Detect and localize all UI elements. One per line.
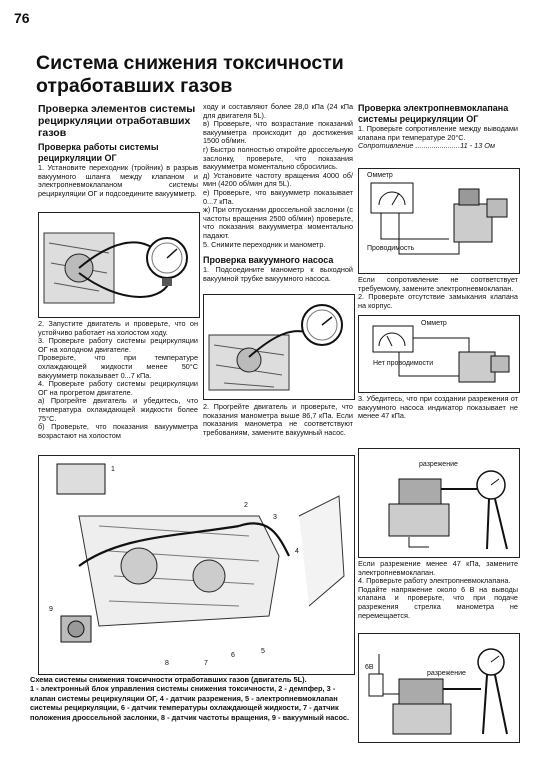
- label-ohmmeter-1: Омметр: [367, 172, 393, 179]
- label-ohmmeter-2: Омметр: [421, 320, 447, 327]
- callout-1: 1: [111, 466, 115, 473]
- figure-egr-system-schema: [38, 455, 355, 675]
- text-valve-step1: 1. Проверьте сопротивление между выводами клапана при температуре 20°С.: [358, 124, 518, 142]
- label-no-continuity: Нет проводимости: [373, 360, 434, 367]
- figure-vacuum-pump-gauge: [203, 294, 355, 400]
- text-valve-step2: Если сопротивление не соответствует требуемому, замените электропневмоклапан. 2. Проверьте отсутствие замыкания клапана на корпус.: [358, 275, 518, 310]
- text-egr-steps-cont: ходу и составляют более 28,0 кПа (24 кПа для двигателя 5L). в) Проверьте, что возрастание показаний вакуумметра происходит до достижения 1500 об/мин. г) Быстро полностью откройте дроссельную заслонку, проверьте, что показания вакуумметра моментально сбросились. д) Установите частоту вращения 4000 об/мин (4200 об/мин для 5L). е) Проверьте, что вакуумметр показывает 0...7 кПа. ж) При отпускании дроссельной заслонки (с частоты вращения 2500 об/мин) проверьте, что показания вакуумметра моментально падают. 5. Снимите переходник и манометр.: [203, 102, 353, 249]
- text-pump-step1: 1. Подсоедините манометр к выходной вакуумной трубке вакуумного насоса.: [203, 265, 353, 283]
- page-title: Система снижения токсичности отработавших газов: [36, 52, 344, 97]
- figure-egr-vacuum-gauge: [38, 212, 200, 318]
- callout-6: 6: [231, 652, 235, 659]
- column-1: [38, 103, 198, 198]
- label-vacuum-1: разрежение: [419, 461, 458, 468]
- callout-8: 8: [165, 660, 169, 667]
- callout-9: 9: [49, 606, 53, 613]
- figure-ohmmeter-no-continuity: [358, 315, 520, 393]
- label-continuity: Проводимость: [367, 245, 415, 252]
- callout-5: 5: [261, 648, 265, 655]
- text-valve-step4: Если разрежение менее 47 кПа, замените электропневмоклапан. 4. Проверьте работу электропневмоклапана. Подайте напряжение около 6 В на выводы клапана и проверьте, что при подаче разрежения стрелка манометра не перемещается.: [358, 559, 518, 620]
- text-valve-step3: 3. Убедитесь, что при создании разрежения от вакуумного насоса индикатор показывает не менее 47 кПа.: [358, 394, 518, 421]
- text-pump-step2: 2. Прогрейте двигатель и проверьте, что показания манометра выше 86,7 кПа. Если показания манометра не соответствуют требованиям, замените вакуумный насос.: [203, 402, 353, 437]
- column-3: [358, 103, 518, 151]
- page-number: 76: [14, 10, 30, 26]
- figure-vacuum-valve-test: [358, 448, 520, 558]
- text-resistance-spec: Сопротивление ......................11 - 13 Ом: [358, 141, 495, 151]
- figure-ohmmeter-continuity: [358, 168, 520, 274]
- callout-4: 4: [295, 548, 299, 555]
- callout-2: 2: [244, 502, 248, 509]
- text-egr-steps2-4: 2. Запустите двигатель и проверьте, что он устойчиво работает на холостом ходу. 3. Проверьте работу системы рециркуляции ОГ на холодном двигателе. Проверьте, что при температуре охлаждающей жидкости менее 50°С вакуумметр показывает 0...7 кПа. 4. Проверьте работу системы рециркуляции ОГ на прогретом двигателе. а) Прогрейте двигатель и убедитесь, что температура охлаждающей жидкости более 75°С. б) Проверьте, что показания вакуумметра возрастают на холостом: [38, 319, 198, 440]
- figure-6v-valve-test: [358, 633, 520, 743]
- label-vacuum-2: разрежение: [427, 670, 466, 677]
- column-2: [203, 103, 353, 283]
- heading-egr-work: Проверка работы системы рециркуляции ОГ: [38, 142, 159, 163]
- heading-vacuum-pump: Проверка вакуумного насоса: [203, 255, 334, 266]
- label-6v: 6В: [365, 664, 374, 671]
- callout-3: 3: [273, 514, 277, 521]
- text-egr-step1: 1. Установите переходник (тройник) в разрыв вакуумного шланга между клапаном и электропневмоклапаном системы рециркуляции ОГ и подсоедините вакуумметр.: [38, 163, 198, 198]
- callout-7: 7: [204, 660, 208, 667]
- figure-caption: Схема системы снижения токсичности отработавших газов (двигатель 5L). 1 - электронный блок управления системы снижения токсичности, 2 - демпфер, 3 - клапан системы рециркуляции ОГ, 4 - датчик разрежения, 5 - электропневмоклапан системы рециркуляции, 6 - датчик температуры охлаждающей жидкости, 7 - датчик положения дроссельной заслонки, 8 - датчик частоты вращения, 9 - вакуумный насос.: [30, 675, 350, 722]
- heading-egr-check: Проверка элементов системы рециркуляции отработавших газов: [38, 103, 196, 139]
- heading-valve-check: Проверка электропневмоклапана системы рециркуляции ОГ: [358, 103, 509, 124]
